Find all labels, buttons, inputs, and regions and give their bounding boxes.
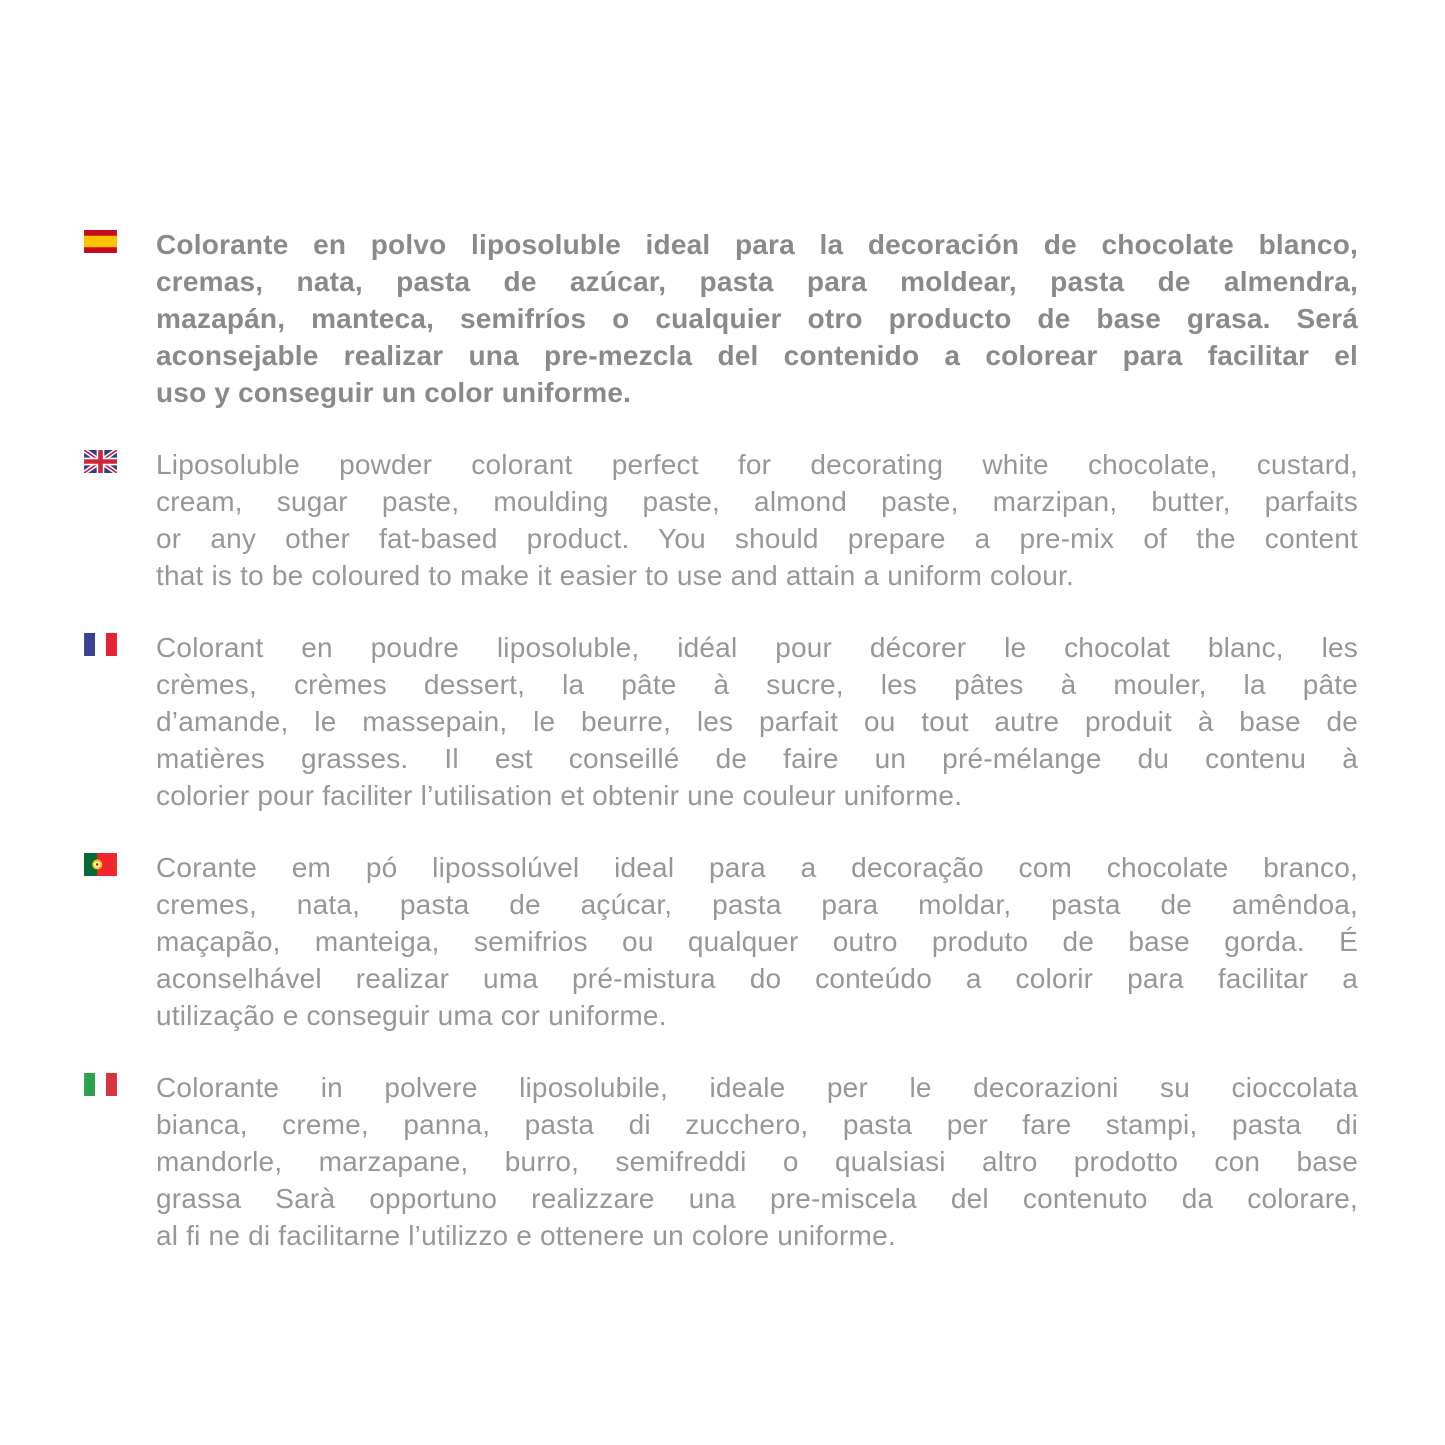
text-line: crèmes, crèmes dessert, la pâte à sucre, les pâtes à mouler, la pâte (156, 669, 1358, 700)
description-text-italian (156, 1069, 1358, 1254)
text-line: Liposoluble powder colorant perfect for decorating white chocolate, custard, (156, 449, 1358, 480)
italy-flag-icon (84, 1073, 117, 1096)
text-line: d’amande, le massepain, le beurre, les parfait ou tout autre produit à base de (156, 706, 1358, 737)
section-french (84, 629, 1358, 814)
text-line: utilização e conseguir uma cor uniforme. (156, 1000, 667, 1031)
text-line: mandorle, marzapane, burro, semifreddi o qualsiasi altro prodotto con base (156, 1146, 1358, 1177)
section-italian (84, 1069, 1358, 1254)
text-line: colorier pour faciliter l’utilisation et obtenir une couleur uniforme. (156, 780, 963, 811)
text-line: Colorant en poudre liposoluble, idéal pour décorer le chocolat blanc, les (156, 632, 1358, 663)
france-flag-column (84, 629, 156, 656)
text-line: mazapán, manteca, semifríos o cualquier otro producto de base grasa. Será (156, 303, 1358, 334)
spain-flag-icon (84, 230, 117, 253)
portugal-flag-icon (84, 853, 117, 876)
text-line: Colorante en polvo liposoluble ideal para la decoración de chocolate blanco, (156, 229, 1358, 260)
text-line: Corante em pó lipossolúvel ideal para a decoração com chocolate branco, (156, 852, 1358, 883)
italy-flag-column (84, 1069, 156, 1096)
text-line: maçapão, manteiga, semifrios ou qualquer outro produto de base gorda. É (156, 926, 1358, 957)
uk-flag-column (84, 446, 156, 473)
text-line: aconsejable realizar una pre-mezcla del contenido a colorear para facilitar el (156, 340, 1358, 371)
text-line: aconselhável realizar uma pré-mistura do conteúdo a colorir para facilitar a (156, 963, 1358, 994)
spain-flag-column (84, 226, 156, 253)
description-sections (84, 226, 1358, 1289)
text-line: or any other fat-based product. You should prepare a pre-mix of the content (156, 523, 1358, 554)
text-line: cremas, nata, pasta de azúcar, pasta para moldear, pasta de almendra, (156, 266, 1358, 297)
text-line: matières grasses. Il est conseillé de faire un pré-mélange du contenu à (156, 743, 1358, 774)
text-line: cremes, nata, pasta de açúcar, pasta para moldar, pasta de amêndoa, (156, 889, 1358, 920)
text-line: cream, sugar paste, moulding paste, almond paste, marzipan, butter, parfaits (156, 486, 1358, 517)
text-line: bianca, creme, panna, pasta di zucchero, pasta per fare stampi, pasta di (156, 1109, 1358, 1140)
description-text-portuguese (156, 849, 1358, 1034)
description-text-english (156, 446, 1358, 594)
uk-flag-icon (84, 450, 117, 473)
description-text-french (156, 629, 1358, 814)
text-line: Colorante in polvere liposolubile, ideale per le decorazioni su cioccolata (156, 1072, 1358, 1103)
portugal-flag-column (84, 849, 156, 876)
section-portuguese (84, 849, 1358, 1034)
description-text-spanish (156, 226, 1358, 411)
text-line: grassa Sarà opportuno realizzare una pre-miscela del contenuto da colorare, (156, 1183, 1358, 1214)
text-line: al fi ne di facilitarne l’utilizzo e ottenere un colore uniforme. (156, 1220, 896, 1251)
section-spanish (84, 226, 1358, 411)
text-line: uso y conseguir un color uniforme. (156, 377, 632, 408)
section-english (84, 446, 1358, 594)
france-flag-icon (84, 633, 117, 656)
text-line: that is to be coloured to make it easier to use and attain a uniform colour. (156, 560, 1074, 591)
